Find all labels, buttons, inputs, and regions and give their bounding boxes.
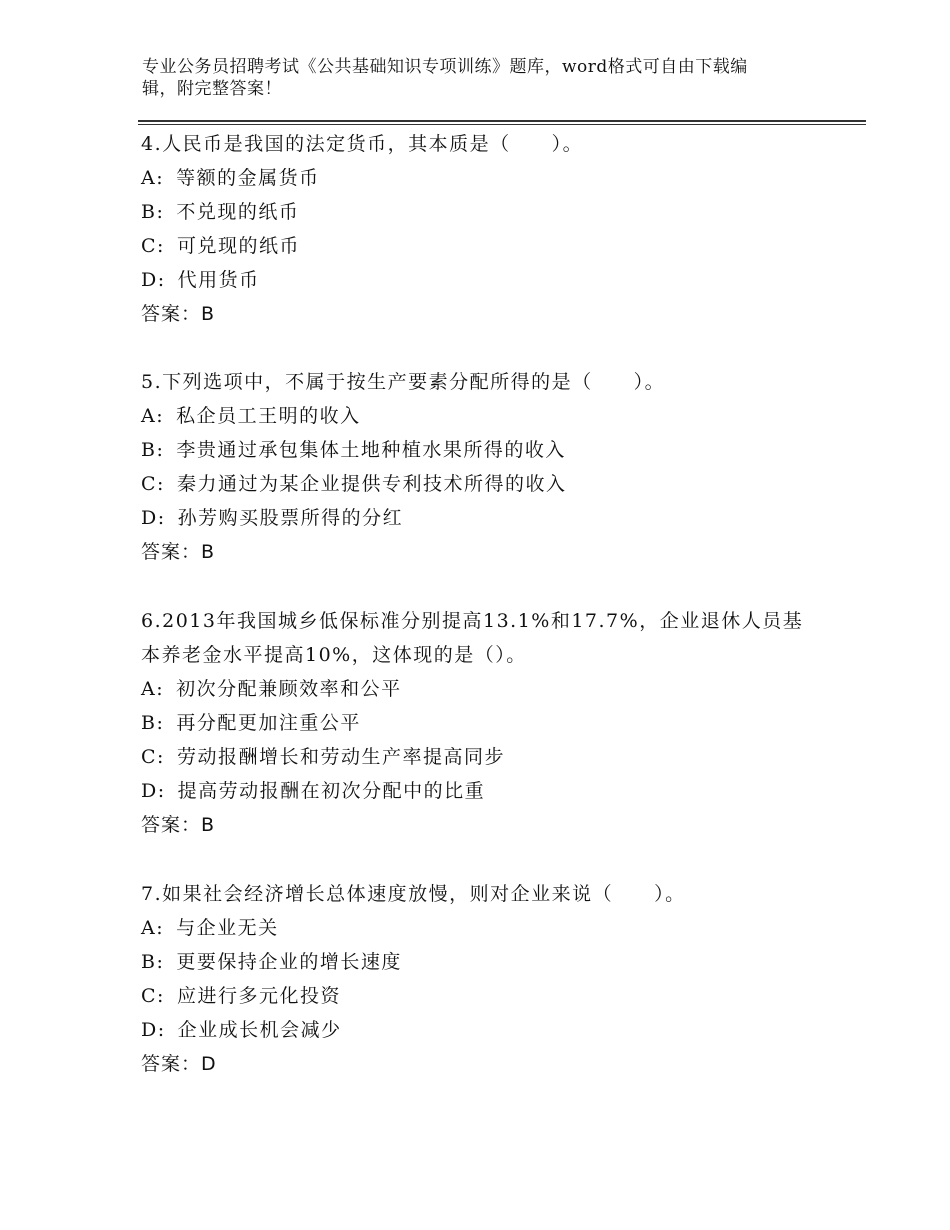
option-letter: A: [141,678,165,700]
option-text: 私企员工王明的收入 [176,405,361,427]
answer-line: 答案：B [141,541,216,563]
option-letter: B: [141,439,165,461]
answer-line: 答案：B [141,303,216,325]
option-a [141,911,831,945]
option-d [141,1013,831,1047]
option-letter: A: [141,167,165,189]
option-c [141,979,831,1013]
option-text: 孙芳购买股票所得的分红 [177,507,404,529]
option-letter: D: [141,507,166,529]
header-line-2: 辑，附完整答案！ [142,79,282,99]
option-c [141,229,831,263]
option-a [141,161,831,195]
option-text: 可兑现的纸币 [176,235,300,257]
question-stem: 5.下列选项中，不属于按生产要素分配所得的是（ ）。 [141,371,666,393]
option-letter: B: [141,201,165,223]
option-text: 应进行多元化投资 [176,985,341,1007]
option-d [141,774,831,808]
option-b [141,433,831,467]
option-b [141,706,831,740]
option-d [141,501,831,535]
option-letter: D: [141,269,166,291]
option-text: 更要保持企业的增长速度 [176,951,402,973]
option-letter: A: [141,917,165,939]
option-b [141,195,831,229]
option-text: 再分配更加注重公平 [176,712,361,734]
option-text: 秦力通过为某企业提供专利技术所得的收入 [176,473,567,495]
header-divider-thin [138,124,866,125]
question-5 [141,365,831,569]
question-stem: 4.人民币是我国的法定货币，其本质是（ ）。 [141,133,584,155]
header-line-1: 专业公务员招聘考试《公共基础知识专项训练》题库，word格式可自由下载编 [142,57,748,77]
question-7 [141,877,831,1081]
option-letter: C: [141,473,165,495]
option-a [141,399,831,433]
header-divider-thick [138,120,866,122]
option-text: 提高劳动报酬在初次分配中的比重 [177,780,486,802]
option-text: 代用货币 [177,269,260,291]
question-4 [141,127,831,331]
question-stem-line-1: 6.2013年我国城乡低保标准分别提高13.1%和17.7%，企业退休人员基 [141,610,804,632]
option-letter: C: [141,746,165,768]
option-text: 初次分配兼顾效率和公平 [176,678,402,700]
option-letter: A: [141,405,165,427]
option-a [141,672,831,706]
option-letter: D: [141,780,166,802]
option-letter: B: [141,712,165,734]
answer-line: 答案：D [141,1053,217,1075]
question-stem: 7.如果社会经济增长总体速度放慢，则对企业来说（ ）。 [141,883,686,905]
option-letter: B: [141,951,165,973]
option-text: 与企业无关 [176,917,279,939]
question-6 [141,604,831,842]
option-text: 李贵通过承包集体土地种植水果所得的收入 [176,439,566,461]
document-header [142,56,802,100]
option-text: 不兑现的纸币 [176,201,300,223]
option-b [141,945,831,979]
option-c [141,467,831,501]
option-text: 企业成长机会减少 [177,1019,342,1041]
option-text: 劳动报酬增长和劳动生产率提高同步 [176,746,505,768]
option-letter: C: [141,985,165,1007]
option-c [141,740,831,774]
option-letter: C: [141,235,165,257]
option-letter: D: [141,1019,166,1041]
option-text: 等额的金属货币 [176,167,320,189]
answer-line: 答案：B [141,814,216,836]
question-stem-line-2: 本养老金水平提高10%，这体现的是（）。 [141,644,527,666]
option-d [141,263,831,297]
